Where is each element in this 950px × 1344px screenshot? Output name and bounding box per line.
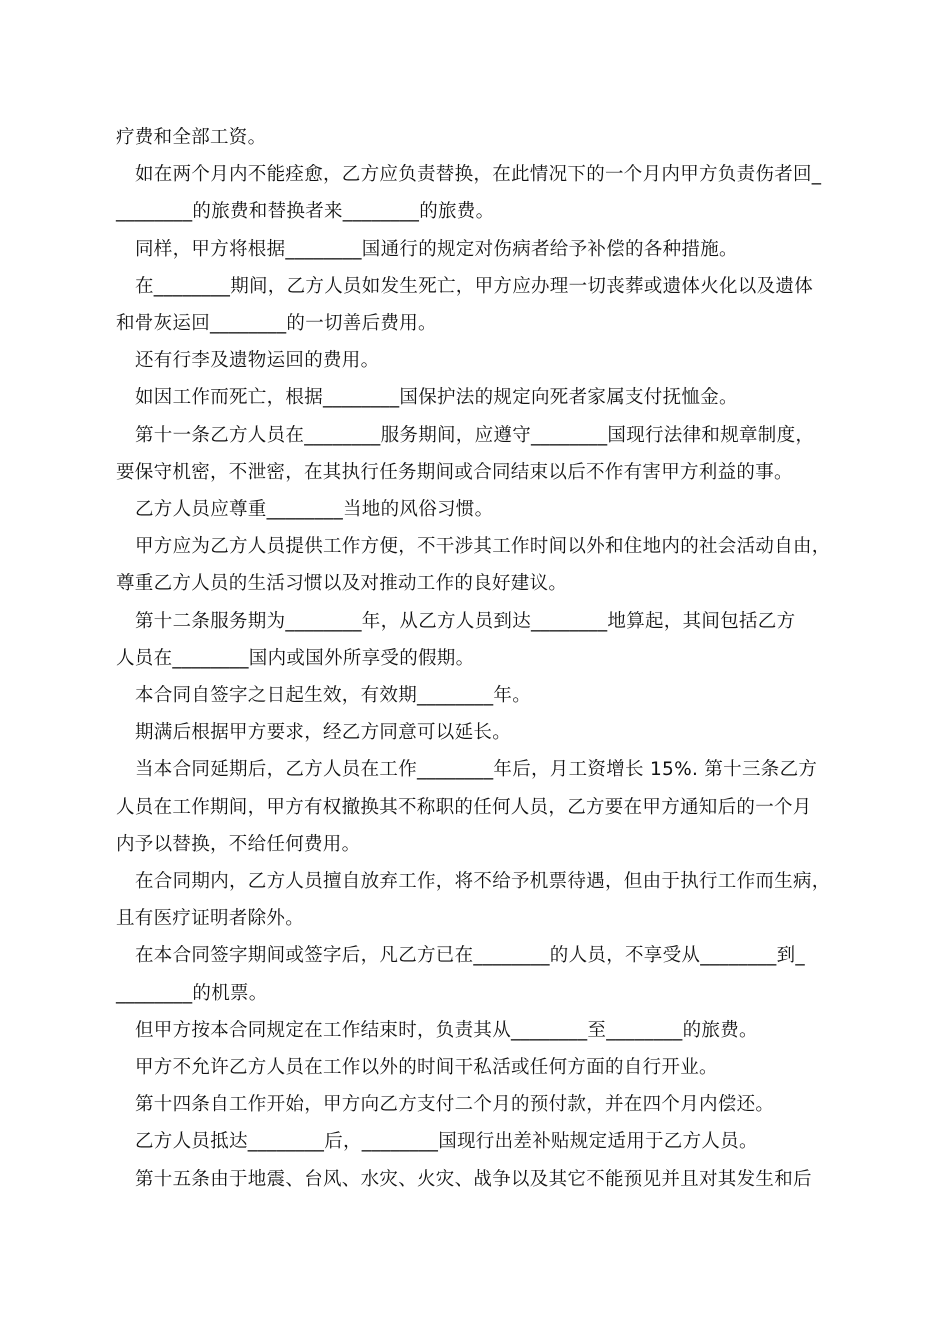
text-line: 本合同自签字之日起生效，有效期________年。 bbox=[135, 685, 532, 706]
text-line: 在本合同签字期间或签字后，凡乙方已在________的人员，不享受从________到_ bbox=[135, 945, 805, 966]
text-line: 内予以替换，不给任何费用。 bbox=[116, 834, 361, 855]
text-line: 还有行李及遗物运回的费用。 bbox=[135, 350, 380, 371]
text-line: 期满后根据甲方要求，经乙方同意可以延长。 bbox=[135, 722, 512, 743]
text-line: 第十二条服务期为________年，从乙方人员到达________地算起，其间包括乙方 bbox=[135, 611, 796, 632]
text-line: 当本合同延期后，乙方人员在工作________年后，月工资增长 15%. 第十三条乙方 bbox=[135, 759, 818, 780]
text-line: 第十五条由于地震、台风、水灾、火灾、战争以及其它不能预见并且对其发生和后 bbox=[135, 1169, 812, 1190]
text-line: 甲方不允许乙方人员在工作以外的时间干私活或任何方面的自行开业。 bbox=[135, 1057, 718, 1078]
text-line: 在合同期内，乙方人员擅自放弃工作，将不给予机票待遇，但由于执行工作而生病， bbox=[135, 871, 831, 892]
text-line: 同样，甲方将根据________国通行的规定对伤病者给予补偿的各种措施。 bbox=[135, 239, 738, 260]
text-line: 且有医疗证明者除外。 bbox=[116, 908, 305, 929]
text-line: 人员在工作期间，甲方有权撤换其不称职的任何人员，乙方要在甲方通知后的一个月 bbox=[116, 797, 812, 818]
text-line: 乙方人员应尊重________当地的风俗习惯。 bbox=[135, 499, 494, 520]
text-line: 人员在________国内或国外所享受的假期。 bbox=[116, 648, 475, 669]
text-line: 但甲方按本合同规定在工作结束时，负责其从________至________的旅费。 bbox=[135, 1020, 758, 1041]
text-line: 第十四条自工作开始，甲方向乙方支付二个月的预付款，并在四个月内偿还。 bbox=[135, 1094, 775, 1115]
text-line: 疗费和全部工资。 bbox=[116, 127, 267, 148]
text-line: 在________期间，乙方人员如发生死亡，甲方应办理一切丧葬或遗体火化以及遗体 bbox=[135, 276, 814, 297]
text-line: 要保守机密，不泄密，在其执行任务期间或合同结束以后不作有害甲方利益的事。 bbox=[116, 462, 793, 483]
text-line: 第十一条乙方人员在________服务期间，应遵守________国现行法律和规章制度， bbox=[135, 425, 815, 446]
text-line: 如在两个月内不能痊愈，乙方应负责替换，在此情况下的一个月内甲方负责伤者回_ bbox=[135, 164, 822, 185]
text-line: 和骨灰运回________的一切善后费用。 bbox=[116, 313, 437, 334]
text-line: 如因工作而死亡，根据________国保护法的规定向死者家属支付抚恤金。 bbox=[135, 387, 738, 408]
text-line: 甲方应为乙方人员提供工作方便，不干涉其工作时间以外和住地内的社会活动自由， bbox=[135, 536, 831, 557]
text-line: ________的机票。 bbox=[116, 983, 268, 1004]
text-line: 尊重乙方人员的生活习惯以及对推动工作的良好建议。 bbox=[116, 573, 568, 594]
text-line: 乙方人员抵达________后，________国现行出差补贴规定适用于乙方人员。 bbox=[135, 1131, 758, 1152]
text-line: ________的旅费和替换者来________的旅费。 bbox=[116, 201, 495, 222]
